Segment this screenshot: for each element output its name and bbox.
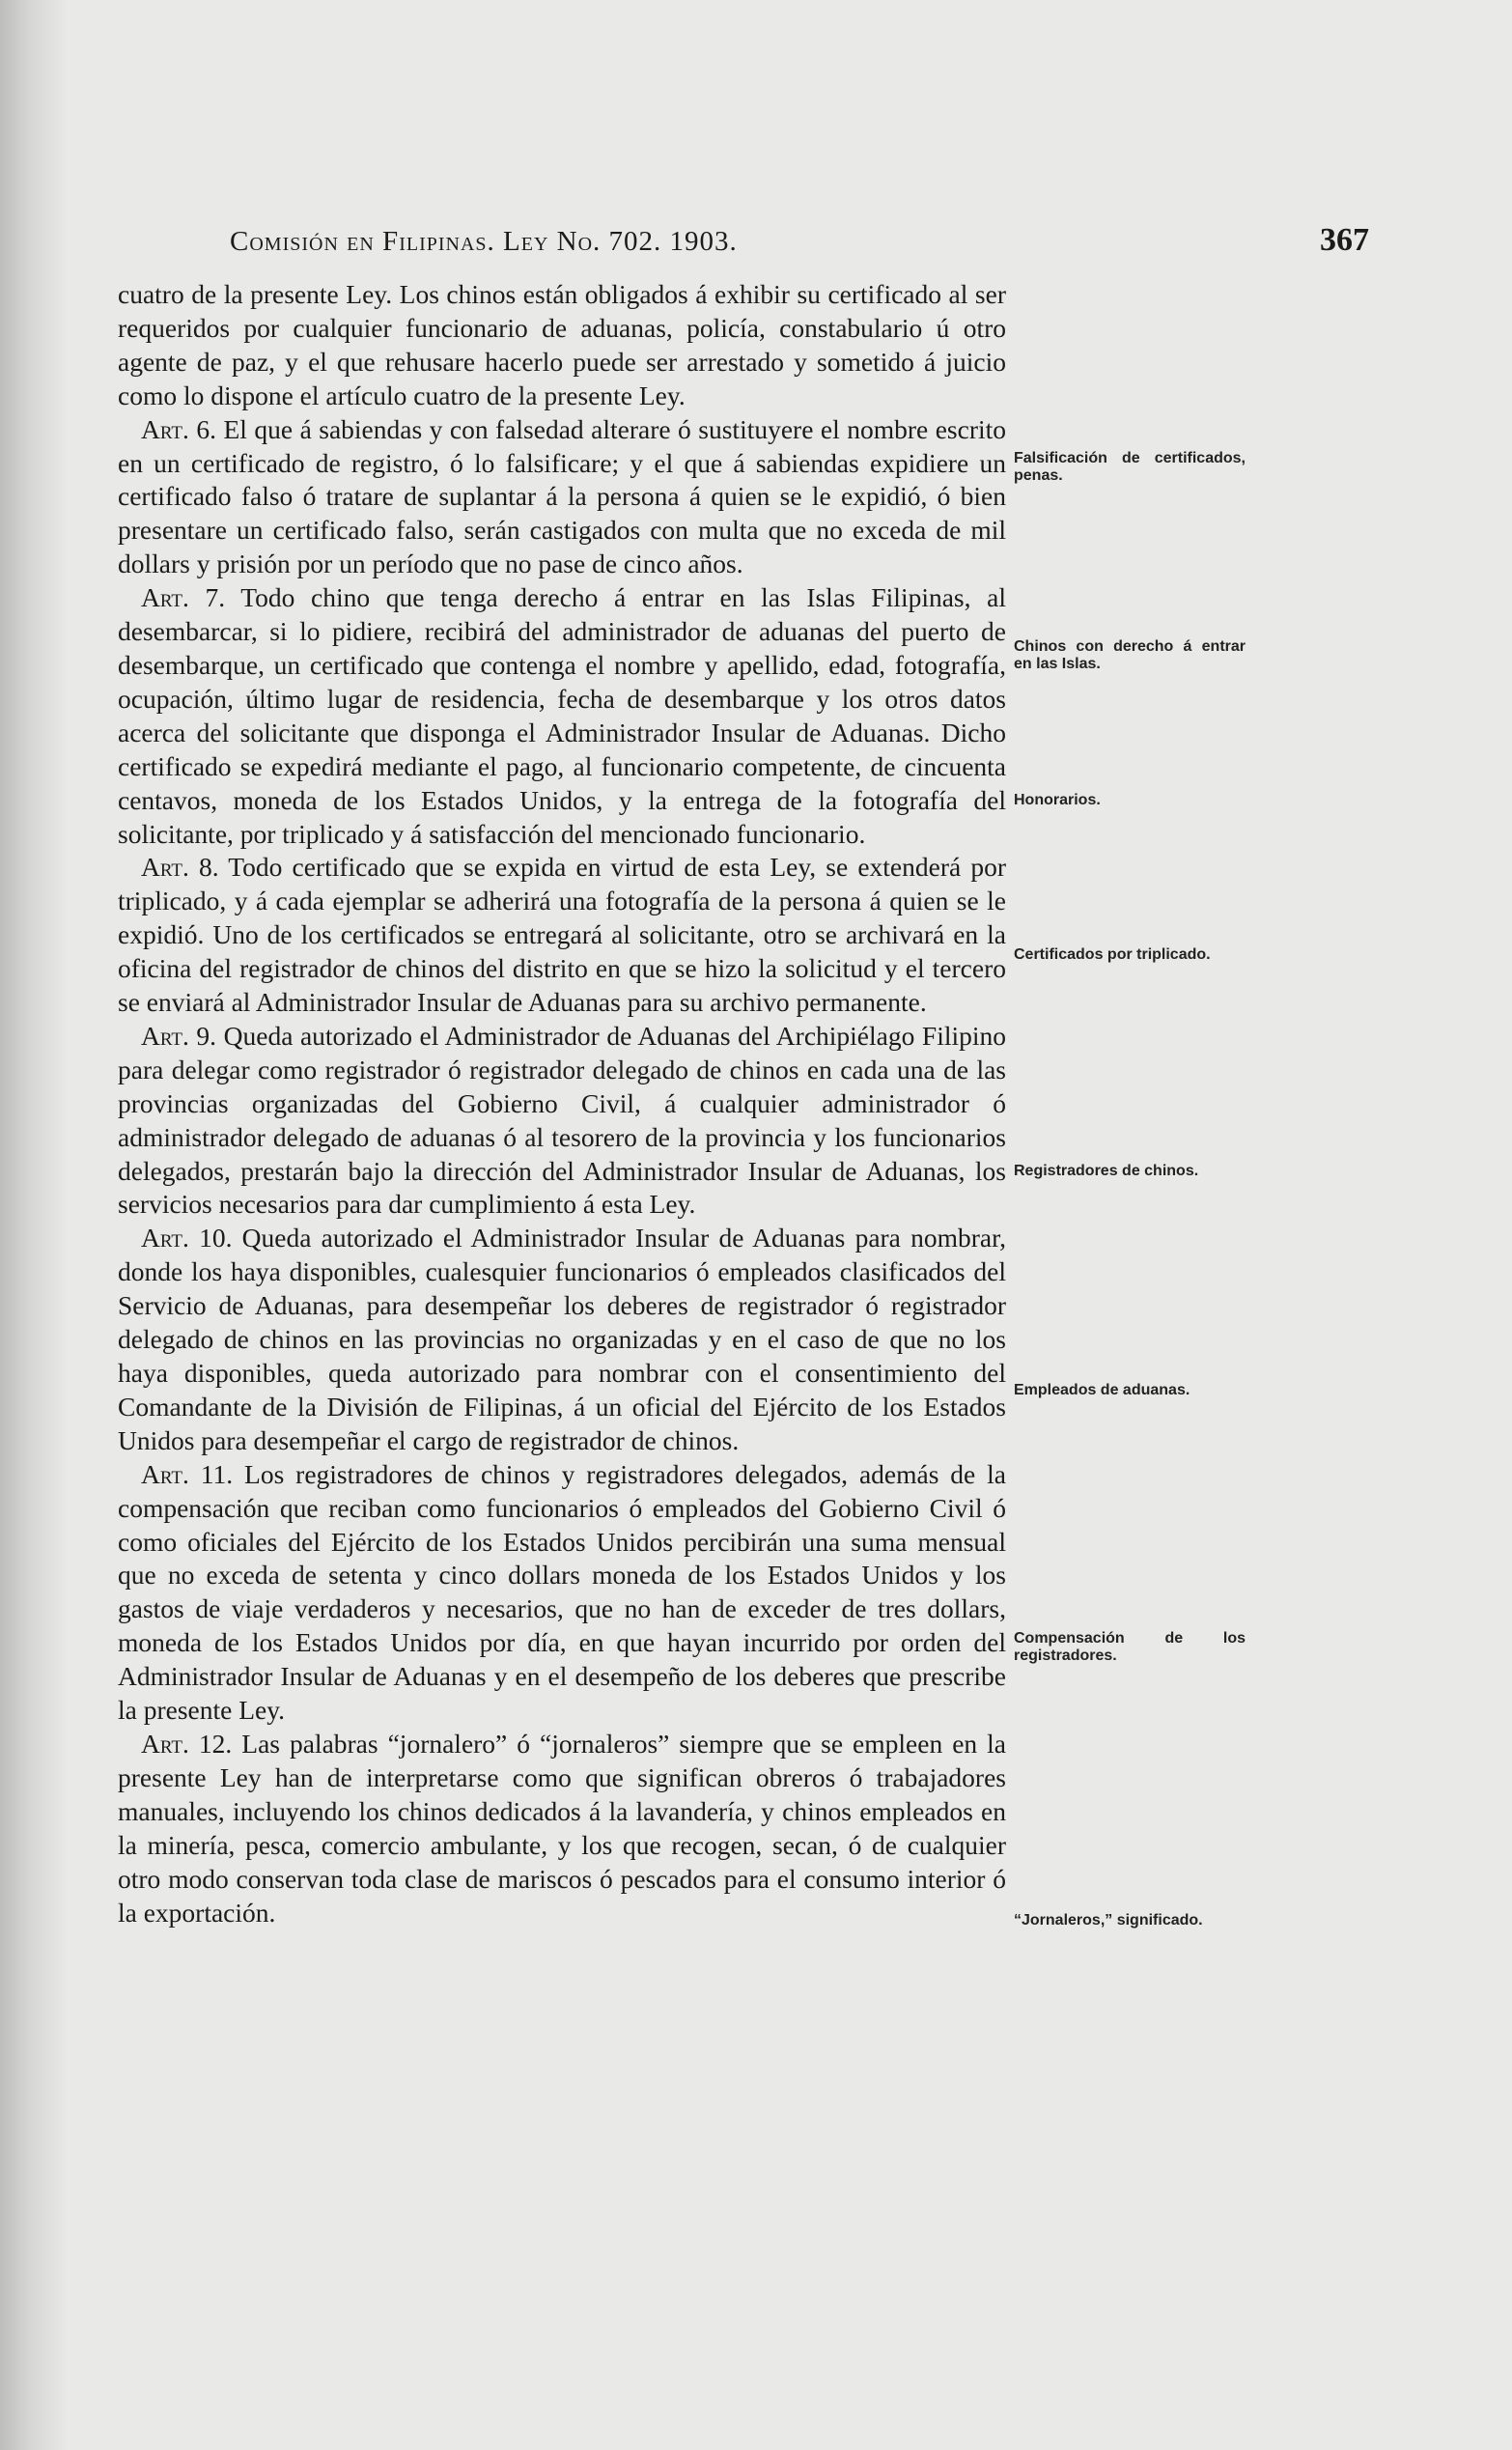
article-11 bbox=[118, 1458, 1006, 1728]
article-label: Art. 6. bbox=[141, 413, 216, 444]
margin-note-derecho-entrar: Chinos con derecho á entrar en las Islas. bbox=[1014, 638, 1246, 672]
article-text: Todo certificado que se expida en virtud de esta Ley, se extenderá por triplicado, y á cada ejemplar se adherirá una fotografía de la persona á quien se le expidió. Uno de los certificados se entregará al solicitante, otro se archivará en la oficina del registrador de chinos del distrito en que se hizo la solicitud y el tercero se enviará al Administrador Insular de Aduanas para su archivo permanente. bbox=[118, 852, 1006, 1018]
article-9 bbox=[118, 1020, 1006, 1222]
article-label: Art. 11. bbox=[141, 1458, 234, 1489]
article-label: Art. 12. bbox=[141, 1728, 233, 1759]
article-7 bbox=[118, 581, 1006, 851]
intro-paragraph: cuatro de la presente Ley. Los chinos están obligados á exhibir su certificado al ser requeridos por cualquier funcionario de aduanas, policía, constabulario ú otro agente de paz, y el que rehusare hacerlo puede ser arrestado y sometido á juicio como lo dispone el artículo cuatro de la presente Ley. bbox=[118, 279, 1006, 410]
article-label: Art. 7. bbox=[141, 582, 226, 613]
margin-note-empleados: Empleados de aduanas. bbox=[1014, 1382, 1190, 1398]
article-text: El que á sabiendas y con falsedad alterare ó sustituyere el nombre escrito en un certificado de registro, ó lo falsificare; y el que á sabiendas expidiere un certificado falso ó tratare de suplantar á la persona á quien se le expidió, ó bien presentare un certificado falso, serán castigados con multa que no exceda de mil dollars y prisión por un período que no pase de cinco años. bbox=[118, 413, 1007, 579]
margin-note-registradores: Registradores de chinos. bbox=[1014, 1163, 1199, 1179]
running-head: Comisión en Filipinas. Ley No. 702. 1903. bbox=[230, 226, 738, 257]
article-text: Todo chino que tenga derecho á entrar en las Islas Filipinas, al desembarcar, si lo pidiere, recibirá del administrador de aduanas del puerto de desembarque, un certificado que contenga el nombre y apellido, edad, fotografía, ocupación, último lugar de residencia, fecha de desembarque y los otros datos acerca del solicitante que disponga el Administrador Insular de Aduanas. Dicho certificado se expedirá mediante el pago, al funcionario competente, de cincuenta centavos, moneda de los Estados Unidos, y la entrega de la fotografía del solicitante, por triplicado y á satisfacción del mencionado funcionario. bbox=[118, 582, 1006, 849]
article-label: Art. 9. bbox=[141, 1020, 217, 1051]
page-header bbox=[230, 222, 1369, 265]
article-text: Las palabras “jornalero” ó “jornaleros” siempre que se empleen en la presente Ley han de interpretarse como que significan obreros ó trabajadores manuales, incluyendo los chinos dedicados á la lavandería, y chinos empleados en la minería, pesca, comercio ambulante, y los que recogen, secan, ó de cualquier otro modo conservan toda clase de mariscos ó pescados para el consumo interior ó la exportación. bbox=[118, 1728, 1007, 1928]
margin-note-falsificacion: Falsificación de certificados, penas. bbox=[1014, 450, 1246, 484]
body-text bbox=[118, 278, 1006, 1929]
article-12 bbox=[118, 1728, 1006, 1929]
margin-note-compensacion: Compensación de los registradores. bbox=[1014, 1630, 1246, 1664]
article-text: Queda autorizado el Administrador Insular de Aduanas para nombrar, donde los haya disponibles, cualesquier funcionarios ó empleados clasificados del Servicio de Aduanas, para desempeñar los deberes de registrador ó registrador delegado de chinos en las provincias no organizadas y en el caso de que no los haya disponibles, queda autorizado para nombrar con el consentimiento del Comandante de la División de Filipinas, á un oficial del Ejército de los Estados Unidos para desempeñar el cargo de registrador de chinos. bbox=[118, 1223, 1007, 1455]
margin-note-triplicado: Certificados por triplicado. bbox=[1014, 946, 1211, 963]
page-number: 367 bbox=[1320, 222, 1369, 258]
article-text: Los registradores de chinos y registradores delegados, además de la compensación que reciban como funcionarios ó empleados del Gobierno Civil ó como oficiales del Ejército de los Estados Unidos percibirán una suma mensual que no exceda de setenta y cinco dollars moneda de los Estados Unidos y los gastos de viaje verdaderos y necesarios, que no han de exceder de tres dollars, moneda de los Estados Unidos por día, en que hayan incurrido por orden del Administrador Insular de Aduanas y en el desempeño de los deberes que prescribe la presente Ley. bbox=[118, 1458, 1006, 1726]
article-10 bbox=[118, 1222, 1006, 1457]
article-6 bbox=[118, 413, 1006, 582]
article-8 bbox=[118, 851, 1006, 1020]
margin-note-honorarios: Honorarios. bbox=[1014, 792, 1101, 808]
article-text: Queda autorizado el Administrador de Aduanas del Archipiélago Filipino para delegar como registrador ó registrador delegado de chinos en cada una de las provincias organizadas del Gobierno Civil, á cualquier administrador ó administrador delegado de aduanas ó al tesorero de la provincia y los funcionarios delegados, prestarán bajo la dirección del Administrador Insular de Aduanas, los servicios necesarios para dar cumplimiento á esta Ley. bbox=[118, 1020, 1007, 1220]
article-label: Art. 10. bbox=[141, 1223, 233, 1253]
article-label: Art. 8. bbox=[141, 852, 219, 883]
margin-note-jornaleros: “Jornaleros,” significado. bbox=[1014, 1912, 1203, 1929]
